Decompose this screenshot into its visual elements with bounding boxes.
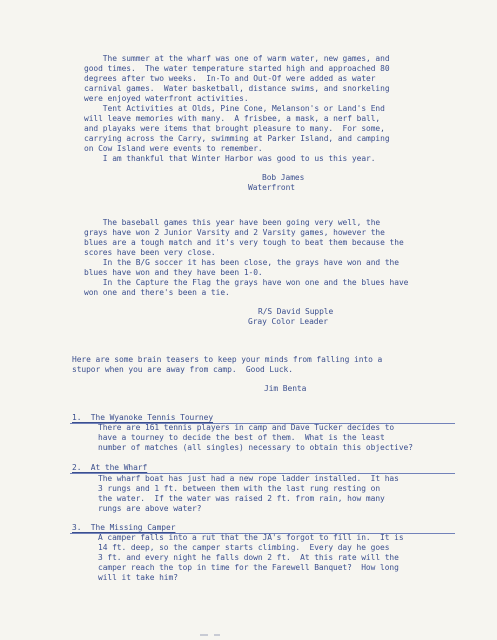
waterfront-line: The summer at the wharf was one of warm water, new games, and (84, 54, 390, 63)
teaser-line: have a tourney to decide the best of them. What is the least (98, 433, 385, 442)
teaser-heading-missing-camper: 3. The Missing Camper (72, 523, 176, 532)
waterfront-line: were enjoyed waterfront activities. (84, 94, 249, 103)
teaser-line: The wharf boat has just had a new rope ladder installed. It has (98, 474, 399, 483)
gray-signature-name: R/S David Supple (258, 307, 334, 316)
waterfront-line: carnival games. Water basketball, distance swims, and snorkeling (84, 84, 390, 93)
teaser-heading-at-the-wharf: 2. At the Wharf (72, 463, 148, 472)
gray-report-line: The baseball games this year have been going very well, the (84, 218, 381, 227)
gray-report-line: scores have been very close. (84, 248, 216, 257)
teaser-heading-tennis-tourney: 1. The Wyanoke Tennis Tourney (72, 413, 214, 422)
waterfront-line: good times. The water temperature started high and approached 80 (84, 64, 390, 73)
teaser-line: number of matches (all singles) necessary to obtain this objective? (98, 443, 413, 452)
teaser-line: the water. If the water was raised 2 ft. from rain, how many (98, 494, 385, 503)
waterfront-line: carrying across the Carry, swimming at Parker Island, and camping (84, 134, 390, 143)
gray-report-line: blues are a tough match and it's very tough to beat them because the (84, 238, 404, 247)
teaser-line: 14 ft. deep, so the camper starts climbing. Every day he goes (98, 543, 390, 552)
teasers-intro-line: stupor when you are away from camp. Good Luck. (72, 365, 293, 374)
gray-signature-title: Gray Color Leader (248, 317, 328, 326)
teaser-line: rungs are above water? (98, 504, 202, 513)
gray-report-line: won one and there's been a tie. (84, 288, 230, 297)
waterfront-line: Tent Activities at Olds, Pine Cone, Melanson's or Land's End (84, 104, 385, 113)
waterfront-line: I am thankful that Winter Harbor was good to us this year. (84, 154, 376, 163)
waterfront-line: on Cow Island were events to remember. (84, 144, 263, 153)
teaser-line: camper reach the top in time for the Farewell Banquet? How long (98, 563, 399, 572)
teaser-line: will it take him? (98, 573, 178, 582)
teaser-line: A camper falls into a rut that the JA's forgot to fill in. It is (98, 533, 404, 542)
teaser-line: 3 rungs and 1 ft. between them with the last rung resting on (98, 484, 381, 493)
waterfront-signature-title: Waterfront (248, 183, 296, 192)
scan-artifact (214, 634, 220, 636)
scan-artifact (200, 634, 208, 636)
teaser-line: There are 161 tennis players in camp and Dave Tucker decides to (98, 423, 395, 432)
waterfront-line: and playaks were items that brought pleasure to many. For some, (84, 124, 385, 133)
waterfront-line: will leave memories with many. A frisbee, a mask, a nerf ball, (84, 114, 381, 123)
gray-report-line: grays have won 2 Junior Varsity and 2 Varsity games, however the (84, 228, 385, 237)
gray-report-line: In the Capture the Flag the grays have won one and the blues have (84, 278, 409, 287)
gray-report-line: In the B/G soccer it has been close, the grays have won and the (84, 258, 399, 267)
teasers-intro-line: Here are some brain teasers to keep your minds from falling into a (72, 355, 383, 364)
waterfront-signature-name: Bob James (262, 173, 305, 182)
gray-report-line: blues have won and they have been 1-0. (84, 268, 263, 277)
waterfront-line: degrees after two weeks. In-To and Out-Of were added as water (84, 74, 376, 83)
teasers-signature-name: Jim Benta (264, 384, 307, 393)
teaser-line: 3 ft. and every night he falls down 2 ft. At this rate will the (98, 553, 399, 562)
